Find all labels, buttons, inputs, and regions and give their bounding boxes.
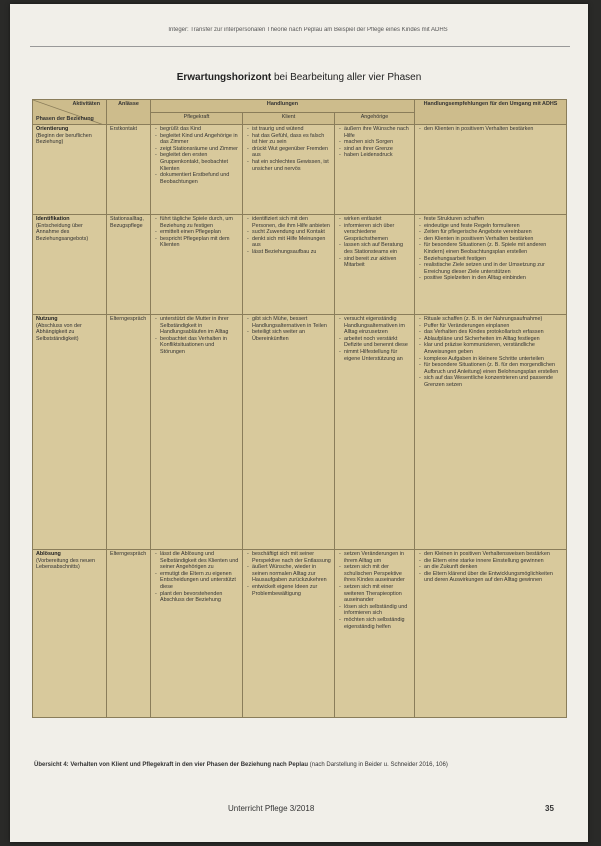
phase-desc: (Beginn der beruflichen Beziehung): [36, 132, 92, 146]
bullet-item: - informieren sich über verschiedene Gesprächsthemen: [344, 223, 411, 243]
table-row: [33, 315, 567, 550]
bullet-item: - hat ein schlechtes Gewissen, ist unsicher und nervös: [252, 159, 331, 172]
bullet-item: - bespricht Pflegeplan mit dem Klienten: [160, 236, 239, 249]
bullet-item: - lässt Beziehungsaufbau zu: [252, 249, 331, 256]
angehoerige-cell: [335, 215, 415, 315]
bullet-item: - plant den bevorstehenden Abschluss der Beziehung: [160, 591, 239, 604]
bullet-list: [338, 216, 411, 269]
document-page: [10, 4, 588, 842]
bullet-item: - komplexe Aufgaben in kleinere Schritte unterteilen: [424, 356, 563, 363]
bullet-item: - begrüßt das Kind: [160, 126, 239, 133]
bullet-item: - setzen sich mit der schulischen Perspektive ihres Kindes auseinander: [344, 564, 411, 584]
phase-cell: [33, 315, 107, 550]
bullet-item: - Ablaufpläne und Sicherheiten im Alltag festlegen: [424, 336, 563, 343]
running-header: Integer: Transfer zur interpersonalen Theorie nach Peplau am Beispiel der Pflege eines Kindes mit ADHS: [168, 27, 448, 33]
table-row: [33, 550, 567, 718]
bullet-item: - Puffer für Veränderungen einplanen: [424, 323, 563, 330]
phase-name: Nutzung: [36, 316, 58, 322]
klient-cell: [243, 125, 335, 215]
bullet-item: - möchten sich selbständig eigenständig helfen: [344, 617, 411, 630]
bullet-item: - arbeitet noch verstärkt Defizite und benennt diese: [344, 336, 411, 349]
header-rule: [30, 46, 570, 47]
bullet-item: - ermittelt einen Pflegeplan: [160, 229, 239, 236]
empfehlungen-cell: [415, 315, 567, 550]
phase-name: Identifikation: [36, 216, 70, 222]
bullet-item: - positive Spielzeiten in den Alltag einbinden: [424, 275, 563, 282]
header-anlaesse: Anlässe: [107, 100, 151, 125]
bullet-item: - identifiziert sich mit den Personen, die ihm Hilfe anbieten: [252, 216, 331, 229]
bullet-item: - lässt die Ablösung und Selbständigkeit des Klienten und seiner Angehörigen zu: [160, 551, 239, 571]
bullet-item: - für besondere Situationen (z. B. für den morgendlichen Aufbruch und Anleitung) einen Belohnungsplan erstellen: [424, 362, 563, 375]
bullet-item: - sind an ihrer Grenze: [344, 146, 411, 153]
header-phasen: Phasen der Beziehung: [36, 116, 94, 123]
bullet-item: - äußern ihre Wünsche nach Hilfe: [344, 126, 411, 139]
klient-cell: [243, 215, 335, 315]
bullet-item: - die Eltern eine starke innere Einstellung gewinnen: [424, 558, 563, 565]
header-empfehlungen: Handlungsempfehlungen für den Umgang mit ADHS: [415, 100, 567, 125]
bullet-item: - wirken entlastet: [344, 216, 411, 223]
page-number: 35: [545, 804, 554, 813]
empfehlungen-cell: [415, 125, 567, 215]
bullet-item: - zeigt Stationsräume und Zimmer: [160, 146, 239, 153]
bullet-item: - denkt sich mit Hilfe Meinungen aus: [252, 236, 331, 249]
bullet-item: - Rituale schaffen (z. B. in der Nahrungsaufnahme): [424, 316, 563, 323]
pflege-cell: [151, 125, 243, 215]
klient-cell: [243, 550, 335, 718]
bullet-item: - unterstützt die Mutter in ihrer Selbständigkeit in Handlungsabläufen im Alltag: [160, 316, 239, 336]
bullet-item: - den Kleinen in positiven Verhaltensweisen bestärken: [424, 551, 563, 558]
bullet-item: - gibt sich Mühe, bessert Handlungsalternativen in Teilen: [252, 316, 331, 329]
bullet-item: - entwickelt eigene Ideen zur Problembewältigung: [252, 584, 331, 597]
bullet-item: - sind bereit zur aktiven Mitarbeit: [344, 256, 411, 269]
bullet-item: - lösen sich selbständig und informieren sich: [344, 604, 411, 617]
header-klient: Klient: [243, 112, 335, 125]
title-rest: bei Bearbeitung aller vier Phasen: [271, 72, 422, 83]
bullet-item: - eindeutige und feste Regeln formulieren: [424, 223, 563, 230]
header-angehoerige: Angehörige: [335, 112, 415, 125]
bullet-list: [154, 316, 239, 356]
bullet-item: - begleitet den ersten Gruppenkontakt, beobachtet Klienten: [160, 152, 239, 172]
bullet-list: [418, 316, 563, 389]
bullet-item: - begleitet Kind und Angehörige in das Zimmer: [160, 133, 239, 146]
empfehlungen-cell: [415, 215, 567, 315]
title-bold: Erwartungshorizont: [176, 72, 272, 83]
bullet-list: [154, 126, 239, 185]
footer-journal: Unterricht Pflege 3/2018: [228, 804, 315, 813]
klient-cell: [243, 315, 335, 550]
bullet-item: - den Klienten in positivem Verhalten bestärken: [424, 236, 563, 243]
bullet-list: [246, 216, 331, 256]
bullet-item: - die Eltern klärend über die Entwicklungsmöglichkeiten und deren Auswirkungen auf den Alltag gewinnen: [424, 571, 563, 584]
bullet-item: - haben Leidensdruck: [344, 152, 411, 159]
bullet-item: - äußert Wünsche, wieder in seinen normalen Alltag zur Hausaufgaben zurückzukehren: [252, 564, 331, 584]
bullet-item: - setzen sich mit einer weiteren Therapieoption auseinander: [344, 584, 411, 604]
bullet-item: - sich auf das Wesentliche konzentrieren und passende Grenzen setzen: [424, 375, 563, 388]
table-row: [33, 125, 567, 215]
pflege-cell: [151, 315, 243, 550]
bullet-item: - setzen Veränderungen in ihrem Alltag um: [344, 551, 411, 564]
empfehlungen-cell: [415, 550, 567, 718]
phase-cell: [33, 550, 107, 718]
phase-name: Ablösung: [36, 551, 61, 557]
bullet-item: - hat das Gefühl, dass es falsch ist hier zu sein: [252, 133, 331, 146]
caption-bold: Übersicht 4: Verhalten von Klient und Pflegekraft in den vier Phasen der Beziehung nach Peplau: [34, 762, 309, 768]
bullet-item: - realistische Ziele setzen und in der Umsetzung zur Erreichung dieser Ziele unterstützen: [424, 262, 563, 275]
bullet-item: - feste Strukturen schaffen: [424, 216, 563, 223]
bullet-item: - Zeiten für pflegerische Angebote vereinbaren: [424, 229, 563, 236]
phase-cell: [33, 215, 107, 315]
bullet-item: - versucht eigenständig Handlungsalternativen im Alltag einzusetzen: [344, 316, 411, 336]
bullet-list: [418, 216, 563, 282]
caption-rest: (nach Darstellung in Beider u. Schneider 2016, 106): [308, 762, 448, 768]
bullet-list: [338, 551, 411, 630]
angehoerige-cell: [335, 550, 415, 718]
bullet-item: - beobachtet das Verhalten in Konfliktsituationen und Störungen: [160, 336, 239, 356]
bullet-list: [246, 316, 331, 342]
bullet-list: [418, 551, 563, 584]
phase-desc: (Vorbereitung des neuen Lebensabschnitts): [36, 557, 96, 571]
bullet-item: - dokumentiert Erstbefund und Beobachtungen: [160, 172, 239, 185]
bullet-item: - machen sich Sorgen: [344, 139, 411, 146]
bullet-list: [338, 316, 411, 362]
pflege-cell: [151, 550, 243, 718]
bullet-item: - Beziehungsarbeit festigen: [424, 256, 563, 263]
table-title: [10, 72, 588, 83]
phase-name: Orientierung: [36, 126, 69, 132]
bullet-item: - beschäftigt sich mit seiner Perspektive nach der Entlassung: [252, 551, 331, 564]
bullet-item: - ermutigt die Eltern zu eigenen Entscheidungen und unterstützt diese: [160, 571, 239, 591]
angehoerige-cell: [335, 315, 415, 550]
bullet-item: - an die Zukunft denken: [424, 564, 563, 571]
bullet-list: [154, 216, 239, 249]
bullet-item: - klar und präzise kommunizieren, verständliche Anweisungen geben: [424, 342, 563, 355]
bullet-item: - das Verhalten des Kindes protokollarisch erfassen: [424, 329, 563, 336]
header-handlungen: Handlungen: [151, 100, 415, 113]
table-row: [33, 215, 567, 315]
bullet-item: - für besondere Situationen (z. B. Spiele mit anderen Kindern) einen Beobachtungsplan erstellen: [424, 242, 563, 255]
anlass-cell: Stationsalltag, Bezugspflege: [107, 215, 151, 315]
header-aktivitaeten: Aktivitäten: [72, 101, 100, 107]
bullet-list: [338, 126, 411, 159]
bullet-item: - sucht Zuwendung und Kontakt: [252, 229, 331, 236]
phase-desc: (Entscheidung über Annahme des Beziehungsangebots): [36, 222, 89, 242]
bullet-item: - beteiligt sich weiter an Übereinkünften: [252, 329, 331, 342]
bullet-list: [246, 551, 331, 597]
angehoerige-cell: [335, 125, 415, 215]
bullet-item: - ist traurig und wütend: [252, 126, 331, 133]
phase-cell: [33, 125, 107, 215]
anlass-cell: Erstkontakt: [107, 125, 151, 215]
figure-caption: [34, 761, 564, 769]
bullet-list: [154, 551, 239, 604]
anlass-cell: Elterngespräch: [107, 550, 151, 718]
pflege-cell: [151, 215, 243, 315]
phases-table: [32, 99, 567, 718]
bullet-item: - nimmt Hilfestellung für eigene Unterstützung an: [344, 349, 411, 362]
header-pflegekraft: Pflegekraft: [151, 112, 243, 125]
bullet-list: [246, 126, 331, 172]
bullet-list: [418, 126, 563, 133]
bullet-item: - drückt Wut gegenüber Fremden aus: [252, 146, 331, 159]
bullet-item: - lassen sich auf Beratung des Stationsteams ein: [344, 242, 411, 255]
phase-desc: (Abschluss von der Abhängigkeit zu Selbstständigkeit): [36, 322, 82, 342]
bullet-item: - den Klienten in positivem Verhalten bestärken: [424, 126, 563, 133]
bullet-item: - führt tägliche Spiele durch, um Beziehung zu festigen: [160, 216, 239, 229]
anlass-cell: Elterngespräch: [107, 315, 151, 550]
corner-header: [33, 100, 107, 125]
table-body: [33, 125, 567, 718]
